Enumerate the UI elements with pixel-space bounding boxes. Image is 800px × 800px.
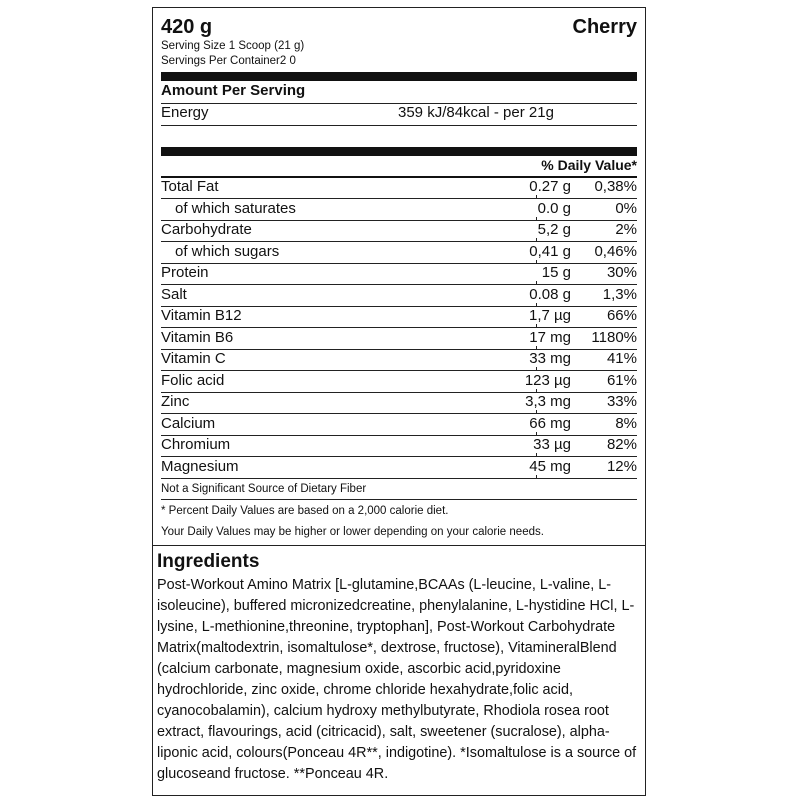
nutrient-daily-value: 33% [606, 393, 637, 410]
ingredients-title: Ingredients [157, 551, 260, 572]
nutrient-name: Salt [161, 285, 187, 303]
nutrient-row-magnesium [161, 458, 637, 479]
nutrient-amount: 123 µg [524, 371, 571, 389]
footnote-fiber: Not a Significant Source of Dietary Fiber [161, 483, 367, 495]
nutrient-amount: 0.27 g [529, 178, 571, 195]
nutrient-amount: 3,3 mg [525, 393, 571, 410]
nutrient-daily-value: 61% [606, 371, 637, 389]
daily-value-heading: % Daily Value* [541, 157, 637, 173]
nutrient-row-vitamin-b12 [161, 307, 637, 328]
nutrient-row-protein [161, 264, 637, 285]
net-weight: 420 g [161, 16, 213, 38]
nutrient-name: Vitamin C [161, 350, 226, 367]
nutrient-daily-value: 30% [606, 264, 637, 281]
serving-size: Serving Size 1 Scoop (21 g) [161, 40, 305, 52]
divider [161, 125, 637, 126]
nutrient-daily-value: 1,3% [602, 285, 637, 303]
nutrient-daily-value: 2% [615, 221, 637, 238]
nutrient-row-vitamin-c [161, 350, 637, 371]
nutrient-name: Total Fat [161, 178, 219, 195]
nutrient-amount: 0,41 g [529, 242, 571, 260]
nutrient-row-salt [161, 286, 637, 307]
nutrient-amount: 15 g [541, 264, 571, 281]
nutrient-name: of which saturates [175, 199, 296, 217]
nutrient-daily-value: 0,46% [594, 242, 637, 260]
nutrient-row-total-fat [161, 178, 637, 199]
nutrient-row-chromium [161, 436, 637, 457]
nutrient-row-vitamin-b6 [161, 329, 637, 350]
nutrient-amount: 66 mg [529, 414, 571, 432]
nutrient-row-sugars [161, 243, 637, 264]
nutrient-daily-value: 82% [606, 436, 637, 453]
nutrient-amount: 0.08 g [529, 285, 571, 303]
nutrient-daily-value: 0% [615, 199, 637, 217]
nutrient-daily-value: 12% [606, 457, 637, 475]
amount-per-serving-heading: Amount Per Serving [161, 82, 306, 99]
energy-label: Energy [161, 104, 209, 121]
nutrition-label [152, 7, 646, 796]
nutrient-amount: 1,7 µg [528, 307, 571, 324]
divider [161, 499, 637, 500]
nutrient-name: Magnesium [161, 457, 239, 475]
nutrient-row-folic-acid [161, 372, 637, 393]
nutrient-name: Vitamin B12 [161, 307, 242, 324]
nutrient-amount: 17 mg [529, 328, 571, 346]
nutrient-daily-value: 41% [606, 350, 637, 367]
nutrient-amount: 0.0 g [537, 199, 571, 217]
nutrient-amount: 45 mg [529, 457, 571, 475]
nutrient-name: Carbohydrate [161, 221, 252, 238]
nutrient-name: Calcium [161, 414, 216, 432]
section-border [153, 545, 645, 546]
nutrient-name: Vitamin B6 [161, 328, 234, 346]
nutrient-amount: 5,2 g [537, 221, 571, 238]
nutrient-name: Zinc [161, 393, 190, 410]
nutrient-row-saturates [161, 200, 637, 221]
nutrient-name: Folic acid [161, 371, 225, 389]
flavor-name: Cherry [572, 16, 637, 38]
energy-value: 359 kJ/84kcal - per 21g [398, 104, 554, 121]
nutrient-row-carbohydrate [161, 221, 637, 242]
nutrient-name: Chromium [161, 436, 231, 453]
nutrient-name: Protein [161, 264, 209, 281]
ingredients-text: Post-Workout Amino Matrix [L-glutamine,BCAAs (L-leucine, L-valine, L-isoleucine), buffered micronizedcreatine, phenylalanine, L-hystidine HCl, L-lysine, L-methionine,threonine, tryptophan], Post-Workout Carbohydrate Matrix(maltodextrin, isomaltulose*, dextrose, fructose), VitamineralBlend (calcium carbonate, magnesium oxide, ascorbic acid,pyridoxine hydrochloride, zinc oxide, chrome chloride hexahydrate,folic acid, cyanocobalamin), calcium hydroxy methylbutyrate, Rhodiola rosea root extract, flavourings, acid (citricacid), salt, sweetener (sucralose), alpha-liponic acid, colours(Ponceau 4R**, indigotine). *Isomaltulose is a source of glucoseand fructose. **Ponceau 4R. [157, 577, 637, 782]
thick-divider-middle [161, 147, 637, 156]
footnote-daily-values: Your Daily Values may be higher or lower depending on your calorie needs. [161, 526, 544, 538]
footnote-percent-daily: * Percent Daily Values are based on a 2,000 calorie diet. [161, 505, 449, 517]
nutrient-daily-value: 66% [606, 307, 637, 324]
nutrient-name: of which sugars [175, 242, 280, 260]
nutrient-amount: 33 mg [529, 350, 571, 367]
nutrient-daily-value: 0,38% [594, 178, 637, 195]
nutrient-amount: 33 µg [533, 436, 571, 453]
nutrient-row-calcium [161, 415, 637, 436]
nutrient-row-zinc [161, 393, 637, 414]
thick-divider-top [161, 72, 637, 81]
nutrient-daily-value: 1180% [591, 328, 637, 346]
nutrient-daily-value: 8% [615, 414, 637, 432]
servings-per-container: Servings Per Container2 0 [161, 55, 296, 67]
